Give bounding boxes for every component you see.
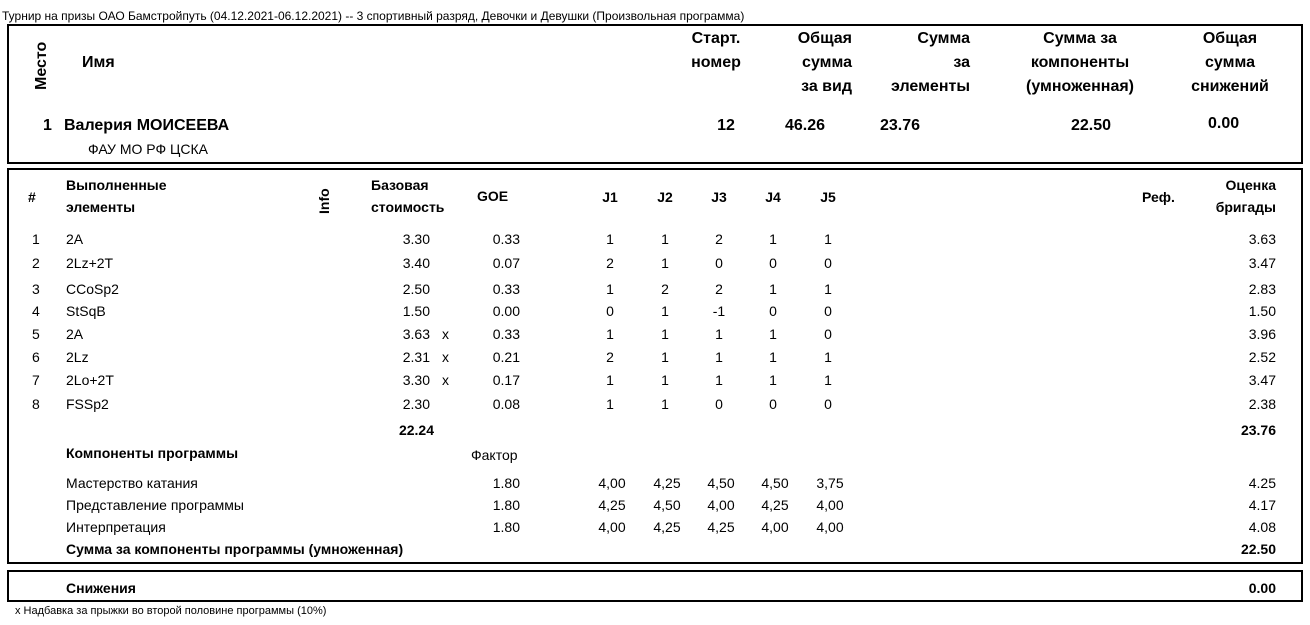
component-name: Мастерство катания: [66, 475, 198, 491]
element-judge-score: 0: [715, 255, 723, 271]
component-judge-score: 4,00: [816, 497, 844, 513]
component-judge-score: 4,50: [761, 475, 789, 491]
place-header: Место: [33, 41, 50, 90]
elements-header-line2: за: [953, 54, 970, 71]
component-judge-score: 4,00: [761, 519, 789, 535]
element-judge-score: 1: [769, 281, 777, 297]
base-value-header: [371, 174, 444, 218]
component-judge-score: 4,00: [816, 519, 844, 535]
components-header-line2: компоненты: [1030, 54, 1130, 71]
total-header-line1: Общая: [797, 30, 852, 47]
element-goe: 0.21: [492, 349, 520, 365]
element-name: FSSp2: [66, 396, 109, 412]
element-number: 3: [32, 281, 40, 297]
component-judge-score: 4,25: [653, 475, 681, 491]
base-header-line1: Базовая: [371, 177, 429, 193]
element-judge-score: 1: [606, 281, 614, 297]
component-judge-score: 4,50: [653, 497, 681, 513]
num-header: #: [28, 189, 36, 205]
info-header: Info: [316, 188, 332, 214]
element-name: 2Lz+2T: [66, 255, 114, 271]
element-judge-score: 1: [824, 349, 832, 365]
element-panel-score: 1.50: [1248, 303, 1276, 319]
element-name: 2Lz: [66, 349, 89, 365]
element-name: StSqB: [66, 303, 106, 319]
element-panel-score: 3.47: [1248, 372, 1276, 388]
element-judge-score: 0: [769, 396, 777, 412]
element-judge-score: 1: [661, 326, 669, 342]
elements-score-header: [870, 27, 970, 99]
component-factor: 1.80: [492, 497, 520, 513]
footnote: x Надбавка за прыжки во второй половине программы (10%): [15, 605, 327, 617]
factor-label: Фактор: [471, 447, 518, 463]
score-header-line2: бригады: [1215, 199, 1276, 215]
element-base-value: 3.30: [402, 231, 430, 247]
component-panel-score: 4.17: [1248, 497, 1276, 513]
skater-total-score: 46.26: [785, 117, 826, 134]
element-judge-score: 0: [606, 303, 614, 319]
element-number: 5: [32, 326, 40, 342]
skater-name: Валерия МОИСЕЕВА: [64, 117, 230, 134]
element-judge-score: 1: [661, 303, 669, 319]
element-base-value: 2.50: [402, 281, 430, 297]
element-judge-score: 1: [769, 349, 777, 365]
judge-header-j4: J4: [765, 189, 781, 205]
element-judge-score: 2: [606, 255, 614, 271]
components-title: Компоненты программы: [66, 445, 239, 461]
element-judge-score: 0: [824, 396, 832, 412]
element-judge-score: 0: [824, 326, 832, 342]
total-score-header: [772, 27, 852, 99]
element-judge-score: 1: [769, 326, 777, 342]
skater-start-number: 12: [717, 117, 735, 134]
element-goe: 0.33: [492, 281, 520, 297]
components-header-line3: (умноженная): [1026, 78, 1134, 95]
element-goe: 0.00: [492, 303, 520, 319]
element-name: CCoSp2: [66, 281, 119, 297]
component-factor: 1.80: [492, 519, 520, 535]
components-sum: 22.50: [1240, 541, 1276, 557]
element-judge-score: 1: [824, 372, 832, 388]
element-base-value: 2.31: [402, 349, 430, 365]
element-judge-score: 1: [606, 372, 614, 388]
element-judge-score: 1: [769, 372, 777, 388]
score-header-line1: Оценка: [1225, 177, 1276, 193]
component-name: Интерпретация: [66, 519, 166, 535]
component-name: Представление программы: [66, 497, 244, 513]
element-judge-score: 1: [824, 281, 832, 297]
name-header: Имя: [82, 54, 115, 71]
deductions-box: [7, 570, 1303, 602]
component-judge-score: 4,00: [598, 519, 626, 535]
component-judge-score: 4,25: [707, 519, 735, 535]
element-judge-score: 1: [661, 255, 669, 271]
element-number: 2: [32, 255, 40, 271]
skater-club: ФАУ МО РФ ЦСКА: [88, 141, 208, 157]
skater-place: 1: [43, 117, 52, 134]
element-judge-score: 1: [661, 372, 669, 388]
goe-header: GOE: [477, 188, 509, 204]
component-judge-score: 4,00: [598, 475, 626, 491]
element-panel-score: 3.63: [1248, 231, 1276, 247]
component-judge-score: 4,25: [761, 497, 789, 513]
element-name: 2A: [66, 231, 84, 247]
element-panel-score: 3.96: [1248, 326, 1276, 342]
element-judge-score: 1: [606, 231, 614, 247]
component-judge-score: 4,25: [653, 519, 681, 535]
components-score-header: [1010, 27, 1150, 99]
element-judge-score: 1: [715, 326, 723, 342]
elements-col-header: [66, 174, 167, 218]
component-judge-score: 4,25: [598, 497, 626, 513]
element-number: 7: [32, 372, 40, 388]
element-number: 6: [32, 349, 40, 365]
start-number-header-line2: номер: [691, 54, 741, 71]
element-judge-score: 2: [661, 281, 669, 297]
element-judge-score: 1: [769, 231, 777, 247]
element-judge-score: 0: [715, 396, 723, 412]
start-number-header: [676, 27, 756, 75]
panel-score-header: [1190, 174, 1276, 218]
element-name: 2A: [66, 326, 84, 342]
elements-col-header-line1: Выполненные: [66, 177, 167, 193]
element-judge-score: 1: [606, 396, 614, 412]
element-goe: 0.07: [492, 255, 520, 271]
event-title: Турнир на призы ОАО Бамстройпуть (04.12.2021-06.12.2021) -- 3 спортивный разряд, Девочки и Девушки (Произвольная программа): [2, 9, 745, 23]
element-judge-score: 2: [606, 349, 614, 365]
element-panel-score: 2.52: [1248, 349, 1276, 365]
skater-deductions: 0.00: [1208, 115, 1240, 132]
element-number: 1: [32, 231, 40, 247]
element-base-value: 3.40: [402, 255, 430, 271]
component-factor: 1.80: [492, 475, 520, 491]
base-header-line2: стоимость: [371, 199, 445, 215]
element-judge-score: 2: [715, 281, 723, 297]
element-panel-score: 2.83: [1248, 281, 1276, 297]
element-base-value: 3.63: [402, 326, 430, 342]
elements-total: 23.76: [1240, 422, 1276, 438]
element-number: 4: [32, 303, 40, 319]
component-judge-score: 3,75: [816, 475, 844, 491]
element-goe: 0.33: [492, 231, 520, 247]
judge-header-j2: J2: [657, 189, 673, 205]
element-panel-score: 2.38: [1248, 396, 1276, 412]
skater-components-score: 22.50: [1071, 117, 1112, 134]
element-judge-score: 1: [715, 349, 723, 365]
total-header-line2: сумма: [802, 54, 852, 71]
judge-header-j1: J1: [602, 189, 618, 205]
element-bonus-mark: x: [442, 326, 449, 342]
components-header-line1: Сумма за: [1043, 30, 1117, 47]
element-judge-score: -1: [712, 303, 726, 319]
element-goe: 0.17: [492, 372, 520, 388]
judge-header-j3: J3: [711, 189, 727, 205]
element-panel-score: 3.47: [1248, 255, 1276, 271]
deductions-header-line3: снижений: [1191, 78, 1269, 95]
deductions-header-line2: сумма: [1205, 54, 1255, 71]
element-judge-score: 1: [661, 349, 669, 365]
element-judge-score: 1: [824, 231, 832, 247]
deductions-value: 0.00: [1248, 580, 1276, 596]
element-judge-score: 1: [661, 231, 669, 247]
element-judge-score: 0: [769, 303, 777, 319]
deductions-header: [1180, 27, 1280, 99]
element-judge-score: 0: [824, 303, 832, 319]
element-goe: 0.08: [492, 396, 520, 412]
deductions-label: Снижения: [66, 580, 136, 596]
component-panel-score: 4.25: [1248, 475, 1276, 491]
component-panel-score: 4.08: [1248, 519, 1276, 535]
element-judge-score: 1: [715, 372, 723, 388]
element-judge-score: 0: [769, 255, 777, 271]
component-judge-score: 4,00: [707, 497, 735, 513]
ref-header: Реф.: [1142, 189, 1175, 205]
element-judge-score: 2: [715, 231, 723, 247]
component-judge-score: 4,50: [707, 475, 735, 491]
elements-header-line3: элементы: [891, 78, 970, 95]
element-judge-score: 1: [606, 326, 614, 342]
element-bonus-mark: x: [442, 349, 449, 365]
element-base-value: 1.50: [402, 303, 430, 319]
element-goe: 0.33: [492, 326, 520, 342]
element-judge-score: 0: [824, 255, 832, 271]
skater-elements-score: 23.76: [880, 117, 921, 134]
element-name: 2Lo+2T: [66, 372, 114, 388]
elements-col-header-line2: элементы: [66, 199, 136, 215]
element-base-value: 2.30: [402, 396, 430, 412]
element-base-value: 3.30: [402, 372, 430, 388]
base-value-total: 22.24: [398, 422, 434, 438]
start-number-header-line1: Старт.: [691, 30, 741, 47]
judge-header-j5: J5: [820, 189, 836, 205]
element-judge-score: 1: [661, 396, 669, 412]
components-sum-label: Сумма за компоненты программы (умноженная): [66, 541, 404, 557]
element-number: 8: [32, 396, 40, 412]
total-header-line3: за вид: [801, 78, 852, 95]
elements-header-line1: Сумма: [917, 30, 970, 47]
deductions-header-line1: Общая: [1202, 30, 1258, 47]
element-bonus-mark: x: [442, 372, 449, 388]
